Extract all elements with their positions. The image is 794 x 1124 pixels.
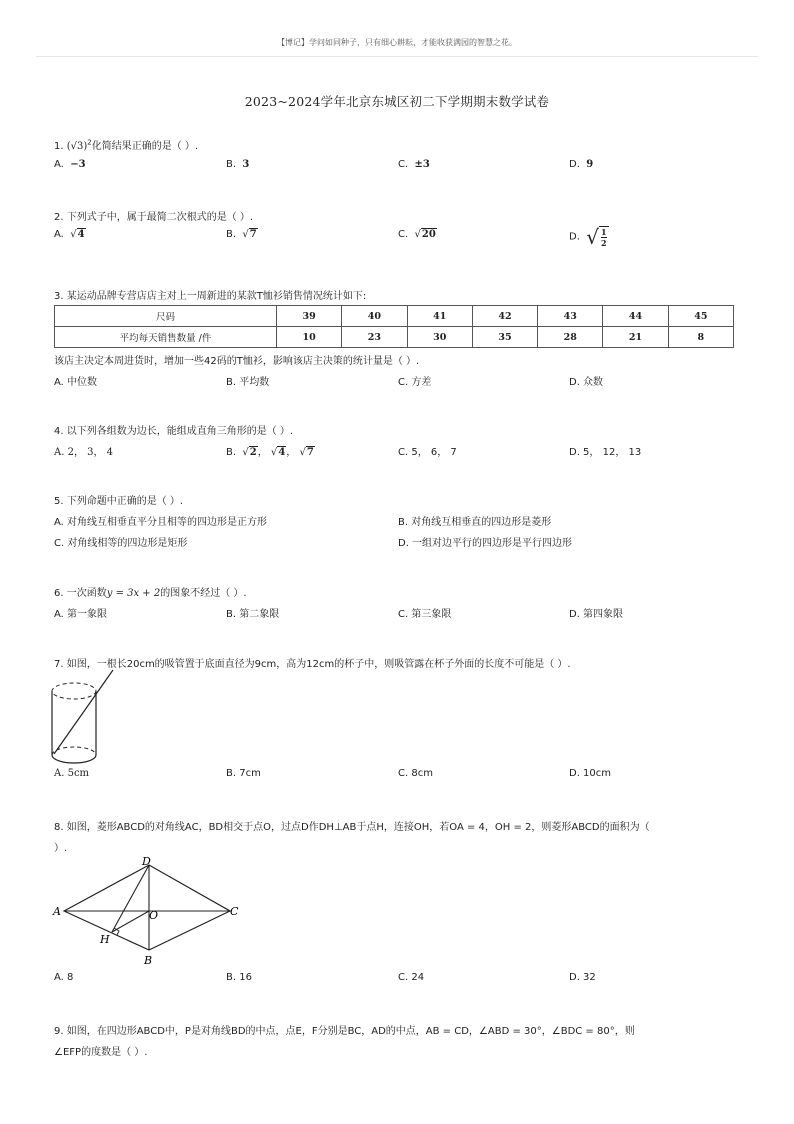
q7-option-b[interactable]: B. 7cm [226,768,261,779]
q3-option-b[interactable]: B. 平均数 [226,377,270,388]
q7-option-c[interactable]: C. 8cm [398,768,433,779]
q7-option-d[interactable]: D. 10cm [569,768,612,779]
q8-option-b[interactable]: B. 16 [226,972,252,983]
q2-option-d[interactable]: D. √ $\frac{1}{2}$ [569,225,607,249]
q6-suffix: 的图象不经过（ ）. [160,588,247,599]
question-1 [54,137,198,152]
question-7-stem: 7. 如图，一根长20cm的吸管置于底面直径为9cm，高为12cm的杯子中，则吸管露在杯子外面的长度不可能是（ ）. [54,659,571,670]
q1-option-c[interactable]: C. ±3 [398,159,430,170]
question-6 [54,584,247,599]
q2-option-b[interactable]: B. √7 [226,229,257,240]
q1-option-d[interactable]: D. 9 [569,159,594,170]
question-9-line2: ∠EFP的度数是（ ）. [54,1047,148,1058]
question-4-stem: 4. 以下列各组数为边长，能组成直角三角形的是（ ）. [54,426,294,437]
table-cell: 40 [342,306,407,327]
question-2-stem: 2. 下列式子中，属于最简二次根式的是（ ）. [54,212,254,223]
q8-option-a[interactable]: A. 8 [54,972,74,983]
q6-prefix: 6. 一次函数 [54,588,107,599]
question-8-line1: 8. 如图，菱形ABCD的对角线AC，BD相交于点O，过点D作DH⊥AB于点H，连接OH，若OA = 4，OH = 2，则菱形ABCD的面积为（ [54,822,650,833]
table-cell: 45 [668,306,733,327]
q1-option-a[interactable]: A. −3 [54,159,86,170]
q6-option-d[interactable]: D. 第四象限 [569,609,624,620]
q1-expression: (√3) [66,141,88,152]
q4-option-c[interactable]: C. 5， 6， 7 [398,447,457,458]
vertex-d-label: D [142,855,151,868]
question-5-stem: 5. 下列命题中正确的是（ ）. [54,496,184,507]
question-3-followup: 该店主决定本周进货时，增加一些42码的T恤衫，影响该店主决策的统计量是（ ）. [54,356,420,367]
table-cell: 8 [668,327,733,348]
table-row [55,327,734,348]
header-note: 【博记】学问如同种子，只有细心耕耘，才能收获满园的智慧之花。 [277,38,517,47]
sales-table [54,305,734,348]
q6-option-c[interactable]: C. 第三象限 [398,609,452,620]
q5-option-c[interactable]: C. 对角线相等的四边形是矩形 [54,538,188,549]
q3-option-d[interactable]: D. 众数 [569,377,604,388]
q3-option-a[interactable]: A. 中位数 [54,377,98,388]
table-cell: 10 [277,327,342,348]
q6-equation: y = 3x + 2 [106,588,161,599]
q1-stem: 化简结果正确的是（ ）. [91,141,199,152]
q7-option-a[interactable]: A. 5cm [54,768,90,779]
q1-option-b[interactable]: B. 3 [226,159,250,170]
vertex-a-label: A [53,905,61,918]
q5-option-a[interactable]: A. 对角线互相垂直平分且相等的四边形是正方形 [54,517,268,528]
vertex-b-label: B [144,954,153,967]
vertex-c-label: C [230,905,239,918]
table-cell: 21 [603,327,668,348]
header-divider [36,56,758,57]
table-row [55,306,734,327]
q6-option-b[interactable]: B. 第二象限 [226,609,280,620]
q4-option-b[interactable]: B. √2， √4， √7 [226,447,314,458]
table-cell: 28 [538,327,603,348]
table-cell: 42 [472,306,537,327]
table-cell: 44 [603,306,668,327]
point-h-label: H [100,933,110,946]
q5-option-d[interactable]: D. 一组对边平行的四边形是平行四边形 [398,538,573,549]
q2-option-c[interactable]: C. √20 [398,229,436,240]
q4-option-a[interactable]: A. 2， 3， 4 [54,447,114,458]
q6-option-a[interactable]: A. 第一象限 [54,609,108,620]
table-cell: 23 [342,327,407,348]
table-cell: 35 [472,327,537,348]
q5-option-b[interactable]: B. 对角线互相垂直的四边形是菱形 [398,517,552,528]
question-8-line2: ）. [54,843,68,854]
q1-exponent: 2 [87,138,92,147]
table-cell: 41 [407,306,472,327]
q3-option-c[interactable]: C. 方差 [398,377,432,388]
table-cell: 平均每天销售数量 /件 [55,327,277,348]
table-cell: 43 [538,306,603,327]
rhombus-figure [52,853,242,969]
q1-number: 1. [54,141,64,152]
table-cell: 尺码 [55,306,277,327]
table-cell: 39 [277,306,342,327]
q8-option-c[interactable]: C. 24 [398,972,425,983]
center-o-label: O [149,909,159,922]
question-9-line1: 9. 如图，在四边形ABCD中，P是对角线BD的中点，点E，F分别是BC，AD的中点，AB = CD，∠ABD = 30°，∠BDC = 80°，则 [54,1026,635,1037]
q2-option-a[interactable]: A. √4 [54,229,85,240]
table-cell: 30 [407,327,472,348]
cup-straw-figure [50,668,120,768]
q4-option-d[interactable]: D. 5， 12， 13 [569,447,642,458]
question-3-stem: 3. 某运动品牌专营店店主对上一周新进的某款T恤衫销售情况统计如下: [54,291,367,302]
page-title: 2023~2024学年北京东城区初二下学期期末数学试卷 [244,94,550,109]
q8-option-d[interactable]: D. 32 [569,972,596,983]
